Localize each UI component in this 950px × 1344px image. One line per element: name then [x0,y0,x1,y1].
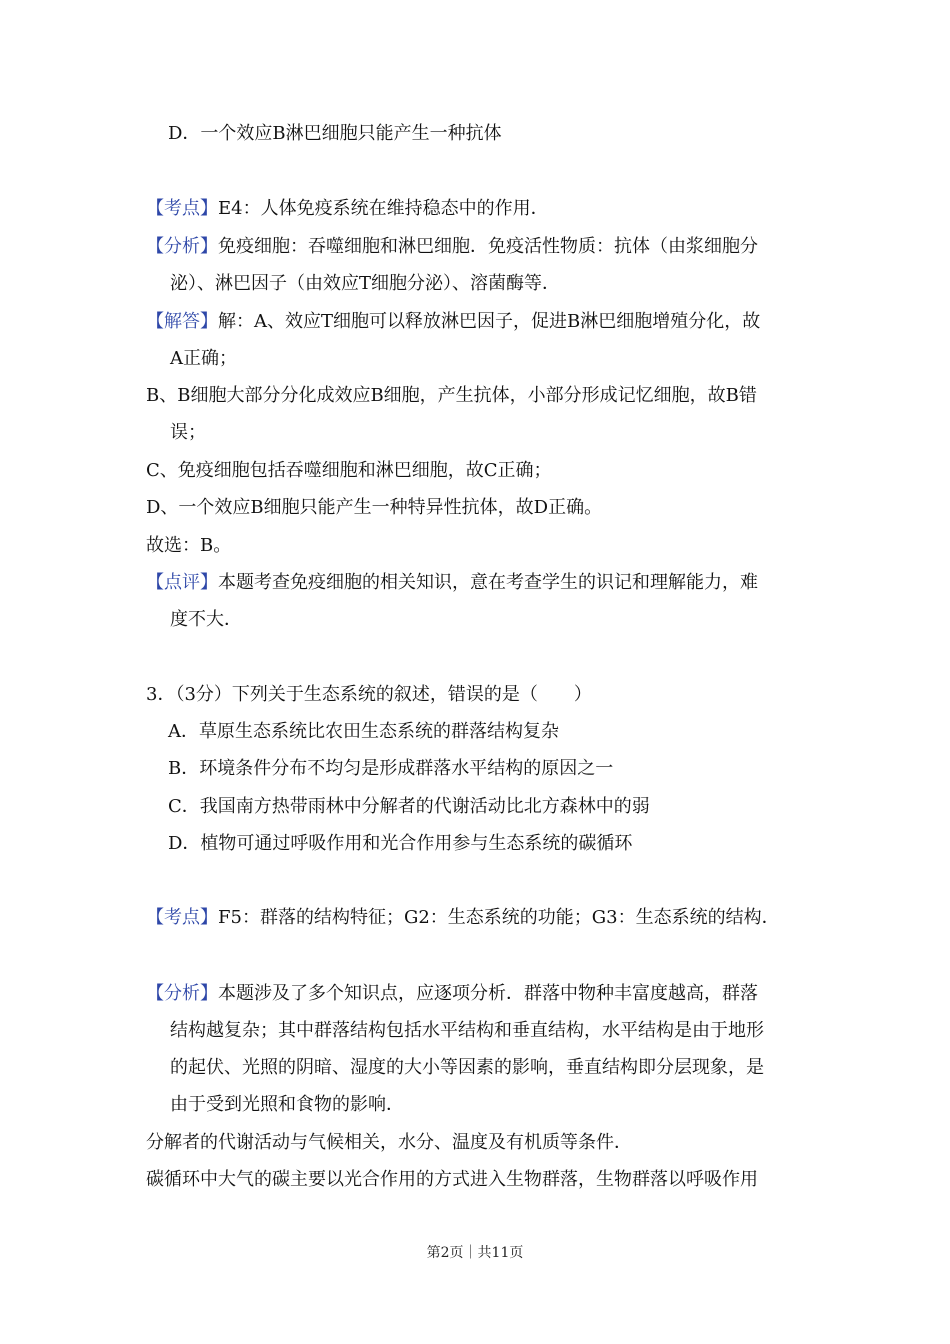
kaodian-tag: 【考点】 [146,907,218,928]
q3-option-c: C．我国南方热带雨林中分解者的代谢活动比北方森林中的弱 [168,796,650,817]
q3-fenxi-line4: 由于受到光照和食物的影响． [170,1094,404,1115]
q2-d-line: D、一个效应B细胞只能产生一种特异性抗体，故D正确。 [146,497,603,518]
q3-fenxi [146,982,758,1006]
q3-stem: 3．（3分）下列关于生态系统的叙述，错误的是（ ） [146,684,592,705]
jieda-text-line1: 解：A、效应T细胞可以释放淋巴因子，促进B淋巴细胞增殖分化，故 [218,311,761,332]
q2-b-line2: 误； [170,422,206,443]
dianping-tag: 【点评】 [146,572,218,593]
kaodian-text: F5：群落的结构特征；G2：生态系统的功能；G3：生态系统的结构． [218,907,780,928]
jieda-tag: 【解答】 [146,311,218,332]
q3-carbon-line: 碳循环中大气的碳主要以光合作用的方式进入生物群落，生物群落以呼吸作用 [146,1169,758,1190]
q2-jieda [146,310,760,334]
fenxi-text-line1: 免疫细胞：吞噬细胞和淋巴细胞．免疫活性物质：抗体（由浆细胞分 [218,236,758,257]
fenxi-tag: 【分析】 [146,236,218,257]
fenxi-tag: 【分析】 [146,983,218,1004]
fenxi-text-line1: 本题涉及了多个知识点，应逐项分析．群落中物种丰富度越高，群落 [218,983,758,1004]
q3-decomposer-line: 分解者的代谢活动与气候相关，水分、温度及有机质等条件． [146,1132,632,1153]
q2-jieda-line2: A正确； [170,348,237,369]
kaodian-text: E4：人体免疫系统在维持稳态中的作用． [218,198,549,219]
q2-c-line: C、免疫细胞包括吞噬细胞和淋巴细胞，故C正确； [146,460,552,481]
q2-choice: 故选：B。 [146,535,232,556]
q3-fenxi-line3: 的起伏、光照的阴暗、湿度的大小等因素的影响，垂直结构即分层现象，是 [170,1057,764,1078]
q2-kaodian [146,197,549,221]
q2-dianping-line2: 度不大． [170,609,242,630]
page-footer: 第2页｜共11页 [426,1245,524,1261]
dianping-text-line1: 本题考查免疫细胞的相关知识，意在考查学生的识记和理解能力，难 [218,572,758,593]
q3-option-d: D．植物可通过呼吸作用和光合作用参与生态系统的碳循环 [168,833,633,854]
q3-option-b: B．环境条件分布不均匀是形成群落水平结构的原因之一 [168,758,614,779]
q2-fenxi [146,235,758,259]
q3-option-a: A．草原生态系统比农田生态系统的群落结构复杂 [168,721,559,742]
q2-dianping [146,571,758,595]
q3-fenxi-line2: 结构越复杂；其中群落结构包括水平结构和垂直结构，水平结构是由于地形 [170,1020,764,1041]
kaodian-tag: 【考点】 [146,198,218,219]
q2-option-d: D．一个效应B淋巴细胞只能产生一种抗体 [168,123,502,144]
q2-b-line1: B、B细胞大部分分化成效应B细胞，产生抗体，小部分形成记忆细胞，故B错 [146,385,757,406]
q3-kaodian [146,906,780,930]
q2-fenxi-line2: 泌）、淋巴因子（由效应T细胞分泌）、溶菌酶等． [170,273,561,294]
